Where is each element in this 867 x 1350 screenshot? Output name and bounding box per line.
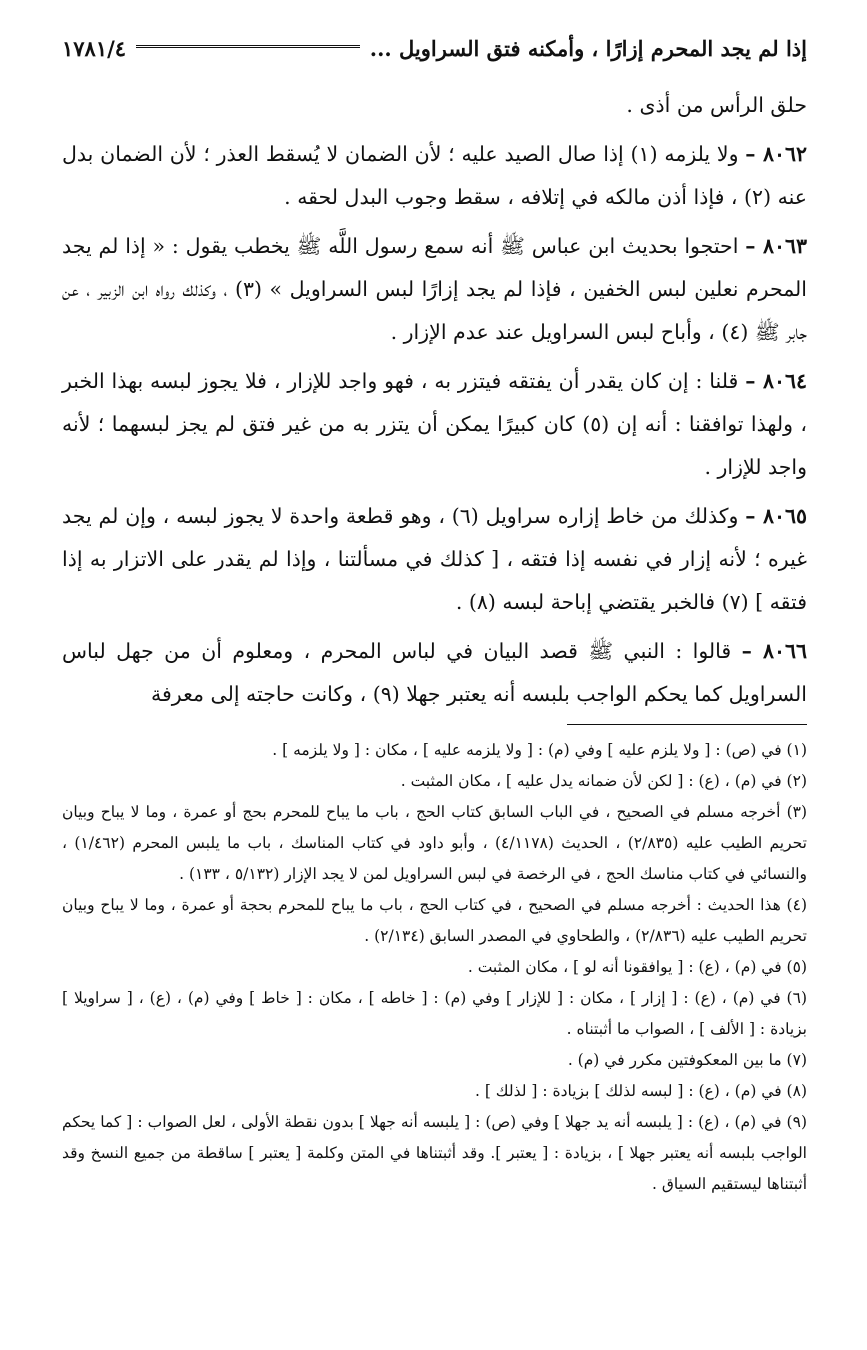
paragraph [62,133,807,219]
footnote: (٤) هذا الحديث : أخرجه مسلم في الصحيح ، في كتاب الحج ، باب ما يباح للمحرم بحجة أو عمرة ، وما لا يباح وبيان تحريم الطيب عليه (٢/٨٣٦) ، والطحاوي في المصدر السابق (٢/١٣٤) . [62,896,807,945]
footnotes [62,735,807,1200]
paragraph [62,495,807,624]
running-header [62,26,807,70]
paragraph-number: ٨٠٦٦ – [741,639,807,663]
header-rule [136,45,360,52]
paragraph [62,225,807,354]
paragraph [62,630,807,716]
running-title: إذا لم يجد المحرم إزارًا ، وأمكنه فتق السراويل ... [369,35,807,61]
footnote: (٣) أخرجه مسلم في الصحيح ، في الباب السابق كتاب الحج ، باب ما يباح للمحرم بحج أو عمرة ، وما لا يباح وبيان تحريم الطيب عليه (٢/٨٣٥) ، الحديث (٤/١١٧٨) ، وأبو داود في كتاب المناسك ، باب ما يلبس المحرم (١/٤٦٢) ، والنسائي في كتاب مناسك الحج ، في الرخصة في لبس السراويل لمن لا يجد الإزار (٥/١٣٢ ، ١٣٣) . [62,803,808,883]
main-text [62,84,807,716]
paragraph-number: ٨٠٦٥ – [745,504,807,528]
paragraph-text: قلنا : إن كان يقدر أن يفتقه فيتزر به ، فهو واجد للإزار ، فلا يجوز لبسه بهذا الخبر ، ولهذا توافقنا : أنه إن (٥) كان كبيرًا يمكن أن يتزر به من غير فتق لم يجز لبسهما ؛ لأنه واجد للإزار . [62,369,808,479]
footnote: (٥) في (م) ، (ع) : [ يوافقونا أنه لو ] ، مكان المثبت . [467,958,807,976]
paragraph-number: ٨٠٦٤ – [745,369,807,393]
paragraph-text: حلق الرأس من أذى . [626,93,807,117]
book-page [62,26,807,1200]
paragraph-text: قالوا : النبي ﷺ قصد البيان في لباس المحرم ، ومعلوم أن من جهل لباس السراويل كما يحكم الواجب بلبسه أنه يعتبر جهلا (٩) ، وكانت حاجته إلى معرفة [62,639,807,706]
paragraph [62,360,807,489]
paragraph-number: ٨٠٦٢ – [745,142,807,166]
paragraph-number: ٨٠٦٣ – [745,234,807,258]
footnote: (١) في (ص) : [ ولا يلزم عليه ] وفي (م) : [ ولا يلزمه عليه ] ، مكان : [ ولا يلزمه ] . [272,741,807,759]
footnote: (٢) في (م) ، (ع) : [ لكن لأن ضمانه يدل عليه ] ، مكان المثبت . [400,772,807,790]
paragraph [62,84,807,127]
footnote: (٩) في (م) ، (ع) : [ يلبسه أنه يد جهلا ] وفي (ص) : [ يلبسه أنه جهلا ] بدون نقطة الأولى ، لعل الصواب : [ كما يحكم الواجب بلبسه أنه يعتبر جهلا ] ، بزيادة : [ يعتبر ]. وقد أثبتناها في المتن وكلمة [ يعتبر ] ساقطة من جميع النسخ وقد أثبتناها ليستقيم السياق . [62,1113,807,1193]
footnote-separator [567,724,807,725]
paragraph-text: وكذلك من خاط إزاره سراويل (٦) ، وهو قطعة واحدة لا يجوز لبسه ، وإن لم يجد غيره ؛ لأنه إزار في نفسه إذا فتقه ، [ كذلك في مسألتنا ، وإذا لم يقدر على الاتزار به إذا فتقه ] (٧) فالخبر يقتضي إباحة لبسه (٨) . [62,504,807,614]
footnote: (٨) في (م) ، (ع) : [ لبسه لذلك ] بزيادة : [ لذلك ] . [474,1082,807,1100]
paragraph-text: احتجوا بحديث ابن عباس ﷺ أنه سمع رسول اللَّه ﷺ يخطب يقول : « إذا لم يجد المحرم نعلين لبس الخفين ، فإذا لم يجد إزارًا لبس السراويل » (٣) ، وكذلك رواه ابن الزبير ، عن جابر ﷺ (٤) ، وأباح لبس السراويل عند عدم الإزار . [62,234,807,344]
footnote: (٦) في (م) ، (ع) : [ إزار ] ، مكان : [ للإزار ] وفي (م) : [ خاطه ] ، مكان : [ خاط ] وفي (م) ، (ع) ، [ سراويلا ] بزيادة : [ الألف ] ، الصواب ما أثبتناه . [62,989,807,1038]
page-number: ١٧٨١/٤ [62,35,127,61]
paragraph-text: ولا يلزمه (١) إذا صال الصيد عليه ؛ لأن الضمان لا يُسقط العذر ؛ لأن الضمان بدل عنه (٢) ، فإذا أذن مالكه في إتلافه ، سقط وجوب البدل لحقه . [62,142,807,209]
footnote: (٧) ما بين المعكوفتين مكرر في (م) . [567,1051,807,1069]
